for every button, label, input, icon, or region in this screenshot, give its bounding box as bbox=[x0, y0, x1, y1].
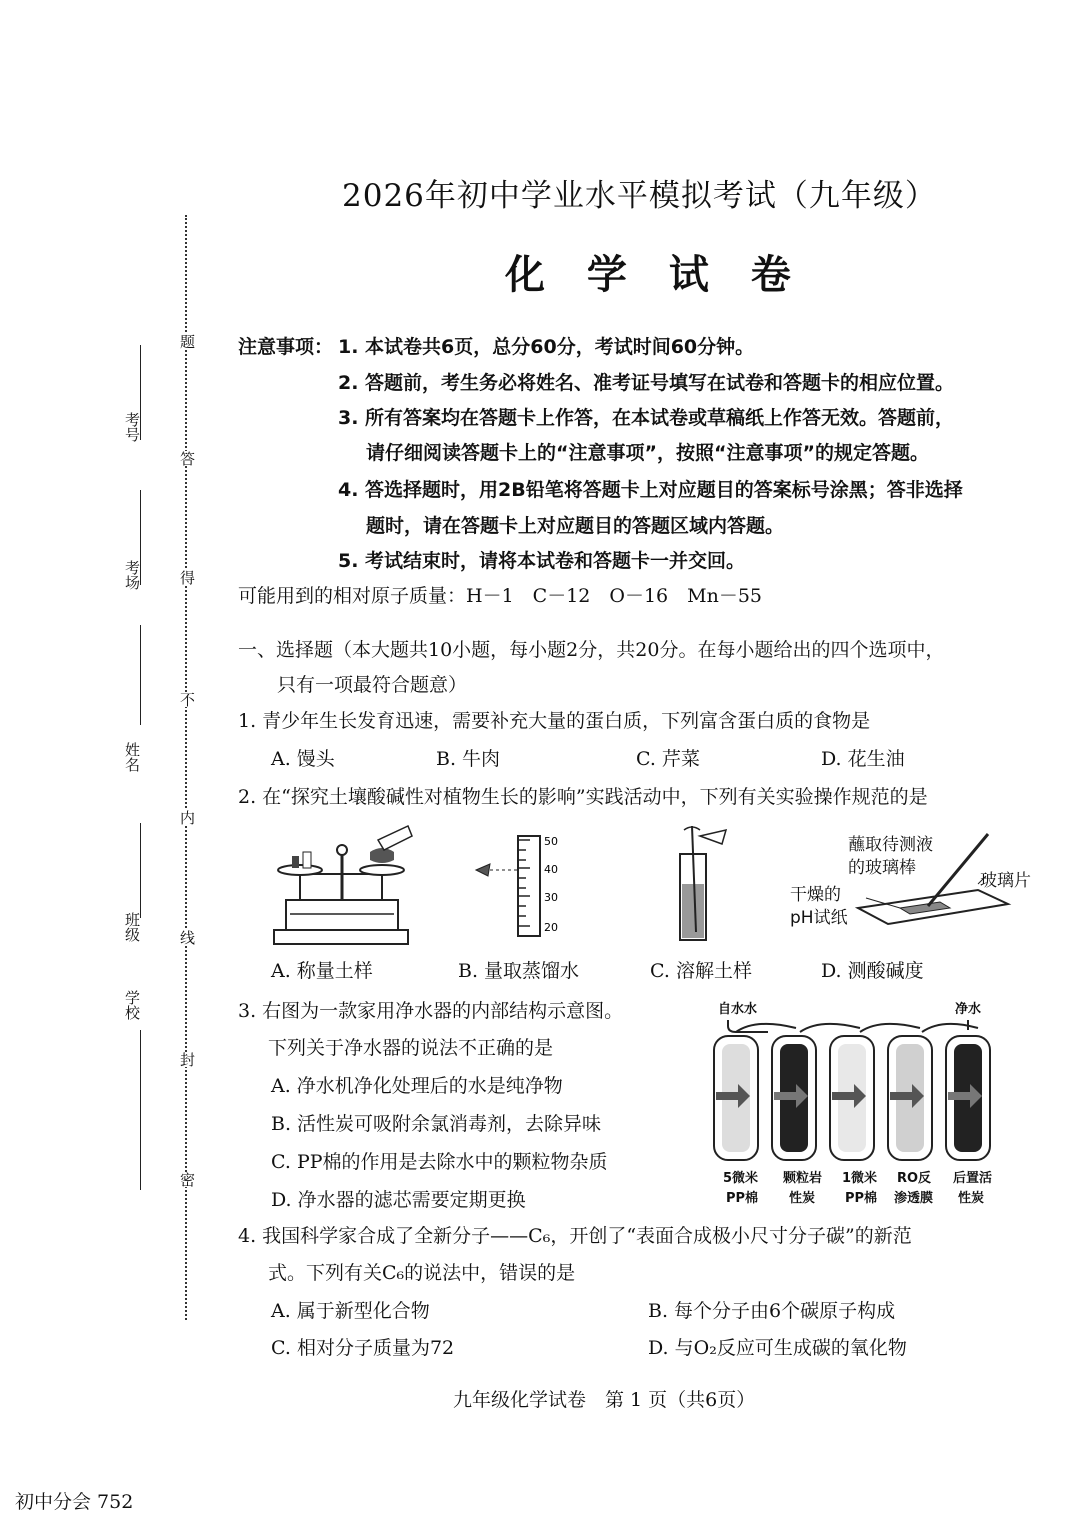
q1-option-c: C. 芹菜 bbox=[636, 748, 700, 770]
q2-stem: 2. 在“探究土壤酸碱性对植物生长的影响”实践活动中，下列有关实验操作规范的是 bbox=[238, 786, 928, 808]
filter-label: 5微米 bbox=[723, 1171, 759, 1186]
q1-option-a: A. 馒头 bbox=[271, 748, 335, 770]
note-item: 2. 答题前，考生务必将姓名、准考证号填写在试卷和答题卡的相应位置。 bbox=[338, 372, 955, 394]
purifier-inlet-label: 自水水 bbox=[718, 1002, 758, 1017]
q1-stem: 1. 青少年生长发育迅速，需要补充大量的蛋白质，下列富含蛋白质的食物是 bbox=[238, 710, 871, 732]
q4-stem: 4. 我国科学家合成了全新分子——C₆，开创了“表面合成极小尺寸分子碳”的新范 bbox=[238, 1225, 912, 1247]
field-line bbox=[140, 823, 141, 918]
q4-option-a: A. 属于新型化合物 bbox=[271, 1300, 430, 1322]
q3-stem-cont: 下列关于净水器的说法不正确的是 bbox=[268, 1037, 554, 1059]
filter-label: 1微米 bbox=[842, 1171, 878, 1186]
paper-subtitle: 化 学 试 卷 bbox=[505, 252, 805, 298]
filter-label: 性炭 bbox=[958, 1191, 985, 1206]
q2-option-c: C. 溶解土样 bbox=[650, 960, 752, 982]
q1-option-b: B. 牛肉 bbox=[436, 748, 501, 770]
q3-option-a: A. 净水机净化处理后的水是纯净物 bbox=[271, 1075, 563, 1097]
water-purifier-diagram bbox=[700, 1014, 1020, 1164]
ph-label: 玻璃片 bbox=[980, 871, 1031, 891]
field-line bbox=[140, 1030, 141, 1190]
purifier-outlet-label: 净水 bbox=[955, 1002, 982, 1017]
q2-option-b: B. 量取蒸馏水 bbox=[458, 960, 580, 982]
exam-title: 2026年初中学业水平模拟考试（九年级） bbox=[342, 178, 937, 214]
cylinder-tick-label: 50 bbox=[544, 835, 558, 848]
field-label-class: 班级 bbox=[123, 912, 141, 942]
note-item: 请仔细阅读答题卡上的“注意事项”，按照“注意事项”的规定答题。 bbox=[366, 442, 929, 464]
ph-label: 干燥的 bbox=[790, 885, 841, 905]
section-heading: 一、选择题（本大题共10小题，每小题2分，共20分。在每小题给出的四个选项中， bbox=[238, 639, 945, 661]
q3-stem: 3. 右图为一款家用净水器的内部结构示意图。 bbox=[238, 1000, 624, 1022]
seal-char: 线 bbox=[178, 930, 196, 945]
q4-option-d: D. 与O₂反应可生成碳的氧化物 bbox=[648, 1337, 907, 1359]
field-label-name: 姓名 bbox=[123, 742, 141, 772]
q4-stem-cont: 式。下列有关C₆的说法中，错误的是 bbox=[268, 1262, 576, 1284]
ph-label: pH试纸 bbox=[790, 908, 848, 928]
q3-option-b: B. 活性炭可吸附余氯消毒剂，去除异味 bbox=[271, 1113, 602, 1135]
ph-label: 的玻璃棒 bbox=[848, 858, 916, 878]
balance-illustration bbox=[268, 822, 418, 950]
q4-option-c: C. 相对分子质量为72 bbox=[271, 1337, 455, 1359]
filter-label: PP棉 bbox=[726, 1191, 759, 1206]
atomic-mass-line: 可能用到的相对原子质量：H－1 C－12 O－16 Mn－55 bbox=[238, 585, 762, 607]
q4-option-b: B. 每个分子由6个碳原子构成 bbox=[648, 1300, 896, 1322]
seal-char: 题 bbox=[178, 334, 196, 349]
cylinder-tick-label: 20 bbox=[544, 921, 558, 934]
seal-char: 封 bbox=[178, 1052, 196, 1067]
q1-option-d: D. 花生油 bbox=[821, 748, 905, 770]
watermark-text: 初中分会 752 bbox=[15, 1491, 134, 1513]
cylinder-reading-illustration bbox=[470, 830, 580, 940]
notes-label: 注意事项： bbox=[238, 336, 334, 358]
section-heading-cont: 只有一项最符合题意） bbox=[277, 674, 468, 696]
ph-label: 蘸取待测液 bbox=[848, 835, 933, 855]
field-label-school: 学校 bbox=[123, 990, 141, 1020]
seal-char: 密 bbox=[178, 1172, 196, 1187]
cylinder-tick-label: 30 bbox=[544, 891, 558, 904]
filter-label: PP棉 bbox=[845, 1191, 878, 1206]
field-label-room: 考场 bbox=[123, 560, 141, 590]
seal-dotted-line bbox=[185, 215, 187, 1320]
filter-label: RO反 bbox=[897, 1171, 932, 1186]
field-label-exam-no: 考号 bbox=[123, 412, 141, 442]
note-item: 3. 所有答案均在答题卡上作答，在本试卷或草稿纸上作答无效。答题前， bbox=[338, 407, 955, 429]
note-item: 题时，请在答题卡上对应题目的答题区域内答题。 bbox=[366, 515, 785, 537]
note-item: 4. 答选择题时，用2B铅笔将答题卡上对应题目的答案标号涂黑；答非选择 bbox=[338, 479, 963, 501]
seal-char: 得 bbox=[178, 570, 196, 585]
filter-label: 渗透膜 bbox=[894, 1191, 934, 1206]
note-item: 1. 本试卷共6页，总分60分，考试时间60分钟。 bbox=[338, 336, 755, 358]
note-item: 5. 考试结束时，请将本试卷和答题卡一并交回。 bbox=[338, 550, 746, 572]
filter-label: 性炭 bbox=[789, 1191, 816, 1206]
q2-option-d: D. 测酸碱度 bbox=[821, 960, 924, 982]
q3-option-d: D. 净水器的滤芯需要定期更换 bbox=[271, 1189, 526, 1211]
filter-label: 后置活 bbox=[953, 1171, 993, 1186]
field-line bbox=[140, 625, 141, 725]
q2-option-a: A. 称量土样 bbox=[271, 960, 373, 982]
seal-char: 内 bbox=[178, 810, 196, 825]
seal-char: 答 bbox=[178, 451, 196, 466]
seal-char: 不 bbox=[178, 692, 196, 707]
filter-label: 颗粒岩 bbox=[783, 1171, 823, 1186]
q3-option-c: C. PP棉的作用是去除水中的颗粒物杂质 bbox=[271, 1151, 608, 1173]
page-footer: 九年级化学试卷 第 1 页（共6页） bbox=[453, 1389, 756, 1411]
cylinder-tick-label: 40 bbox=[544, 863, 558, 876]
dissolve-illustration bbox=[660, 822, 740, 947]
